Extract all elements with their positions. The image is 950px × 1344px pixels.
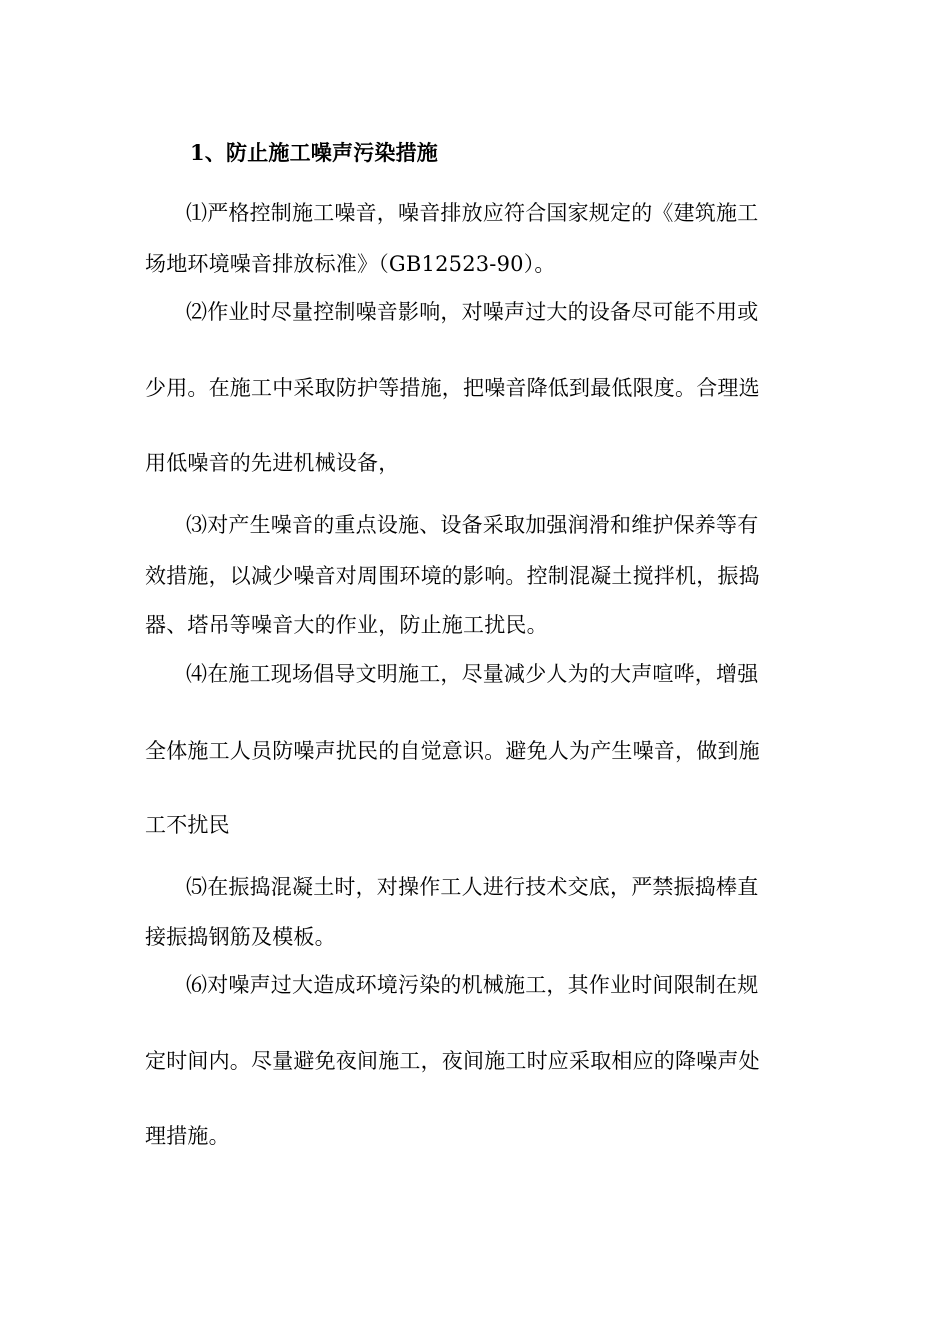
paragraph-4-line-1: ⑷在施工现场倡导文明施工，尽量减少人为的大声喧哗，增强 — [186, 662, 759, 686]
paragraph-5-line-2: 接振捣钢筋及模板。 — [145, 925, 336, 949]
paragraph-1-line-1: ⑴严格控制施工噪音，噪音排放应符合国家规定的《建筑施工 — [186, 201, 759, 225]
paragraph-3-line-2: 效措施，以减少噪音对周围环境的影响。控制混凝土搅拌机，振捣 — [145, 564, 760, 588]
paragraph-2-line-1: ⑵作业时尽量控制噪音影响，对噪声过大的设备尽可能不用或 — [186, 300, 759, 324]
paragraph-4-line-2: 全体施工人员防噪声扰民的自觉意识。避免人为产生噪音，做到施 — [145, 739, 760, 763]
paragraph-6-line-2: 定时间内。尽量避免夜间施工，夜间施工时应采取相应的降噪声处 — [145, 1049, 760, 1073]
section-heading: 1、防止施工噪声污染措施 — [190, 140, 439, 165]
paragraph-1-line-2: 场地环境噪音排放标准》（GB12523-90）。 — [145, 252, 556, 276]
paragraph-2-line-2: 少用。在施工中采取防护等措施，把噪音降低到最低限度。合理选 — [145, 376, 760, 400]
paragraph-3-line-3: 器、塔吊等噪音大的作业，防止施工扰民。 — [145, 613, 548, 637]
paragraph-6-line-1: ⑹对噪声过大造成环境污染的机械施工，其作业时间限制在规 — [186, 973, 759, 997]
paragraph-4-line-3: 工不扰民 — [145, 813, 230, 837]
paragraph-3-line-1: ⑶对产生噪音的重点设施、设备采取加强润滑和维护保养等有 — [186, 513, 759, 537]
paragraph-5-line-1: ⑸在振捣混凝土时，对操作工人进行技术交底，严禁振捣棒直 — [186, 875, 759, 899]
paragraph-2-line-3: 用低噪音的先进机械设备， — [145, 451, 400, 475]
paragraph-6-line-3: 理措施。 — [145, 1124, 230, 1148]
